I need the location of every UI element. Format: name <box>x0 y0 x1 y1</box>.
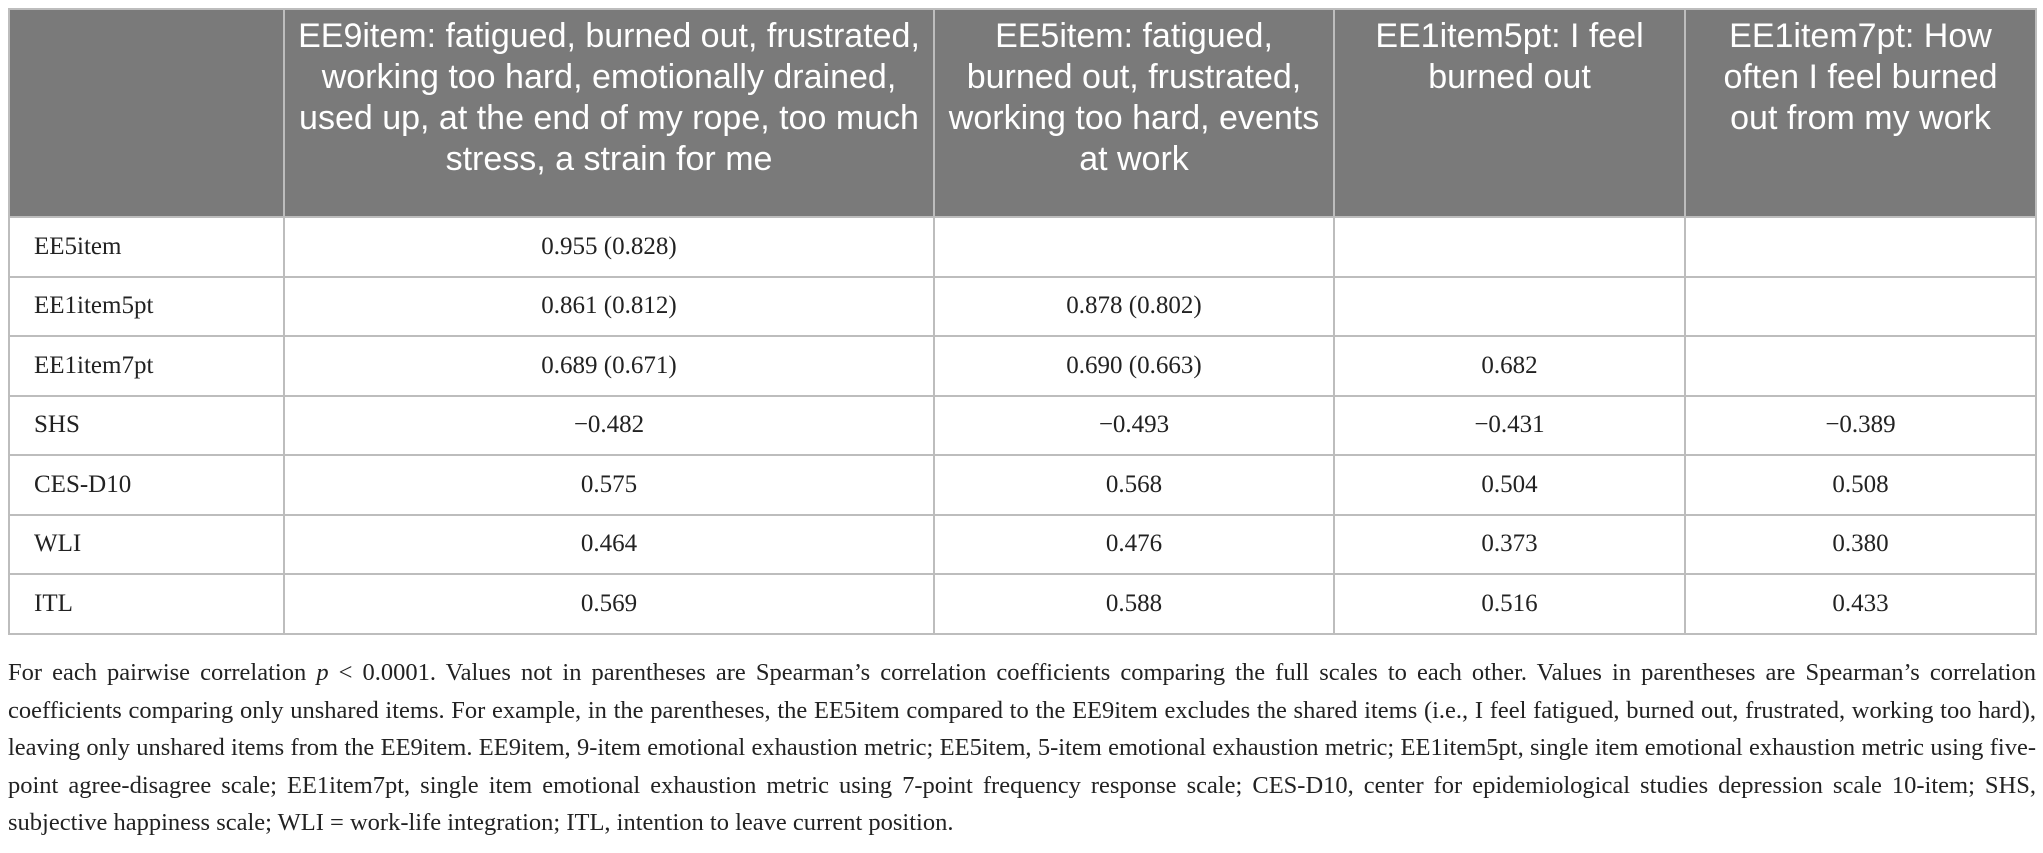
footnote-prefix: For each pairwise correlation <box>8 659 317 686</box>
row-label: EE5item <box>9 217 284 277</box>
table-cell: 0.433 <box>1685 574 2036 634</box>
table-cell: 0.508 <box>1685 455 2036 515</box>
correlation-table <box>8 8 2037 635</box>
table-cell: 0.861 (0.812) <box>284 277 934 337</box>
table-cell: 0.504 <box>1334 455 1685 515</box>
table-cell: −0.431 <box>1334 396 1685 456</box>
table-row <box>9 336 2036 396</box>
table-cell: 0.689 (0.671) <box>284 336 934 396</box>
row-label: EE1item7pt <box>9 336 284 396</box>
row-label: EE1item5pt <box>9 277 284 337</box>
table-body <box>9 217 2036 634</box>
table-cell <box>1334 217 1685 277</box>
table-cell: 0.569 <box>284 574 934 634</box>
table-cell: 0.568 <box>934 455 1334 515</box>
table-cell <box>1334 277 1685 337</box>
header-cell-ee5item: EE5item: fatigued, burned out, frustrated, working too hard, events at work <box>934 9 1334 217</box>
table-cell: 0.955 (0.828) <box>284 217 934 277</box>
table-row <box>9 574 2036 634</box>
table-cell: 0.588 <box>934 574 1334 634</box>
table-cell <box>1685 336 2036 396</box>
p-value-symbol: p <box>316 659 329 686</box>
table-footnote <box>8 654 2036 842</box>
table-row <box>9 217 2036 277</box>
table-cell: −0.493 <box>934 396 1334 456</box>
table-cell: 0.476 <box>934 515 1334 575</box>
row-label: ITL <box>9 574 284 634</box>
table-cell: 0.878 (0.802) <box>934 277 1334 337</box>
header-cell-ee1item7pt: EE1item7pt: How often I feel burned out from my work <box>1685 9 2036 217</box>
row-label: CES-D10 <box>9 455 284 515</box>
table-cell: 0.516 <box>1334 574 1685 634</box>
table-cell: −0.389 <box>1685 396 2036 456</box>
footnote-text: < 0.0001. Values not in parentheses are Spearman’s correlation coefficients comparing the full scales to each other. Values in parentheses are Spearman’s correlation coefficients comparing only unshared items. For example, in the parentheses, the EE5item compared to the EE9item excludes the shared items (i.e., I feel fatigued, burned out, frustrated, working too hard), leaving only unshared items from the EE9item. EE9item, 9-item emotional exhaustion metric; EE5item, 5-item emotional exhaustion metric; EE1item5pt, single item emotional exhaustion metric using five-point agree-disagree scale; EE1item7pt, single item emotional exhaustion metric using 7-point frequency response scale; CES-D10, center for epidemiological studies depression scale 10-item; SHS, subjective happiness scale; WLI = work-life integration; ITL, intention to leave current position. <box>8 659 2036 836</box>
table-row <box>9 396 2036 456</box>
table-cell <box>934 217 1334 277</box>
table-cell <box>1685 217 2036 277</box>
table-cell: 0.575 <box>284 455 934 515</box>
row-label: WLI <box>9 515 284 575</box>
row-label: SHS <box>9 396 284 456</box>
header-cell-empty <box>9 9 284 217</box>
table-row <box>9 515 2036 575</box>
table-cell: −0.482 <box>284 396 934 456</box>
table-cell: 0.464 <box>284 515 934 575</box>
table-cell: 0.682 <box>1334 336 1685 396</box>
table-cell: 0.380 <box>1685 515 2036 575</box>
table-header <box>9 9 2036 217</box>
header-cell-ee9item: EE9item: fatigued, burned out, frustrated, working too hard, emotionally drained, used up, at the end of my rope, too much stress, a strain for me <box>284 9 934 217</box>
table-row <box>9 277 2036 337</box>
table-cell <box>1685 277 2036 337</box>
table-row <box>9 455 2036 515</box>
table-cell: 0.373 <box>1334 515 1685 575</box>
header-row <box>9 9 2036 217</box>
header-cell-ee1item5pt: EE1item5pt: I feel burned out <box>1334 9 1685 217</box>
table-cell: 0.690 (0.663) <box>934 336 1334 396</box>
